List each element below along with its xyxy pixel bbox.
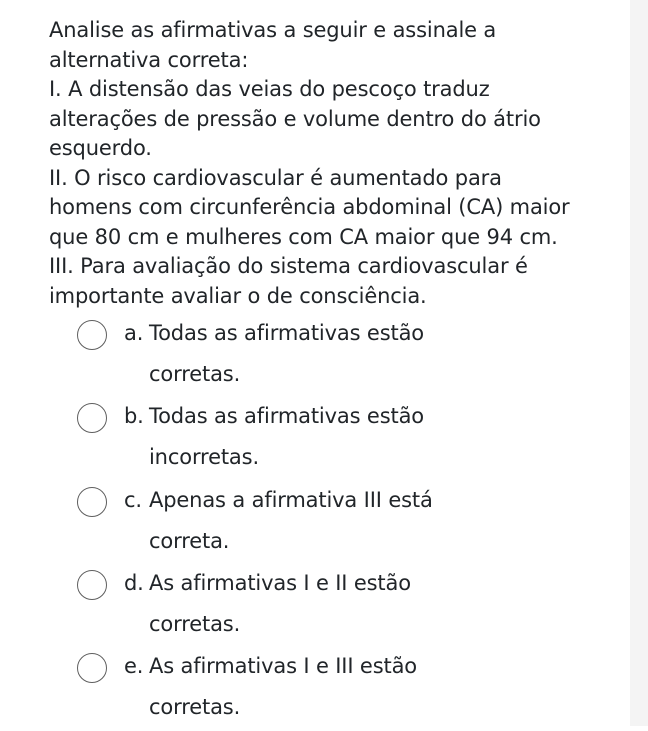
answer-options [76, 315, 616, 731]
statement-ii-line: homens com circunferência abdominal (CA) maior [49, 195, 570, 219]
right-scroll-strip [630, 0, 648, 726]
option-letter: e. [124, 654, 144, 679]
radio-button-a[interactable] [77, 320, 107, 350]
option-letter: d. [124, 570, 144, 595]
statement-i-line: alterações de pressão e volume dentro do átrio [49, 106, 541, 131]
option-letter: c. [124, 487, 142, 512]
option-d[interactable] [76, 565, 616, 648]
option-letter: b. [124, 404, 144, 429]
option-label-line: incorretas. [149, 445, 259, 470]
statement-iii-line: importante avaliar o de consciência. [49, 283, 427, 308]
statement-ii-line: que 80 cm e mulheres com CA maior que 94 cm. [49, 224, 558, 249]
statement-iii-line: III. Para avaliação do sistema cardiovascular é [49, 254, 528, 278]
question-line: Analise as afirmativas a seguir e assinale a [49, 18, 497, 42]
option-label[interactable] [149, 652, 489, 722]
question-line: alternativa correta: [49, 47, 249, 72]
radio-button-d[interactable] [77, 570, 107, 600]
radio-button-e[interactable] [77, 653, 107, 683]
option-c[interactable] [76, 482, 616, 565]
option-label-line: correta. [149, 528, 230, 553]
option-label-line: As afirmativas I e III estão [149, 654, 417, 679]
option-label-line: Apenas a afirmativa III está [149, 487, 433, 512]
option-b[interactable] [76, 398, 616, 481]
statement-i-line: I. A distensão das veias do pescoço traduz [49, 77, 490, 101]
option-label-line: Todas as afirmativas estão [149, 321, 424, 345]
radio-button-c[interactable] [77, 487, 107, 517]
option-label-line: corretas. [149, 362, 241, 386]
option-label-line: corretas. [149, 611, 241, 636]
option-a[interactable] [76, 315, 616, 398]
option-letter: a. [124, 321, 144, 345]
option-label[interactable] [149, 486, 489, 556]
option-label-line: corretas. [149, 695, 241, 720]
option-label-line: As afirmativas I e II estão [149, 570, 411, 595]
option-label[interactable] [149, 402, 489, 472]
option-label[interactable] [149, 569, 489, 639]
option-label[interactable] [149, 319, 489, 389]
radio-button-b[interactable] [77, 403, 107, 433]
option-e[interactable] [76, 648, 616, 731]
question-text [49, 16, 609, 311]
option-label-line: Todas as afirmativas estão [149, 404, 424, 429]
statement-ii-line: II. O risco cardiovascular é aumentado para [49, 165, 502, 190]
statement-i-line: esquerdo. [49, 136, 152, 160]
